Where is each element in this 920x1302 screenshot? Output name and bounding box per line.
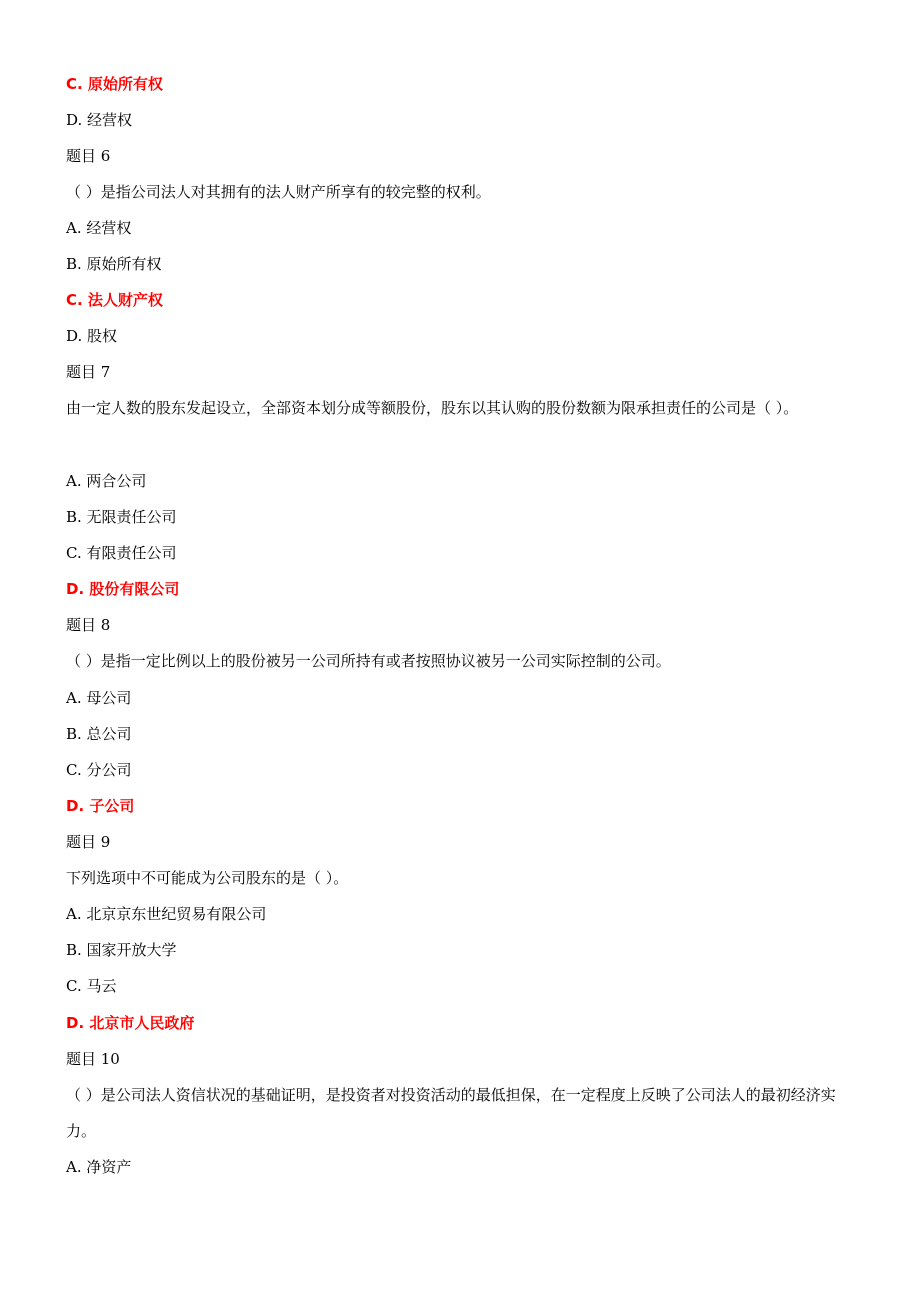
question-stem: （ ）是公司法人资信状况的基础证明，是投资者对投资活动的最低担保，在一定程度上反映了公司法人的最初经济实力。 [66, 1086, 836, 1140]
option-c-answer: C. 原始所有权 [66, 75, 163, 93]
question-stem: （ ）是指一定比例以上的股份被另一公司所持有或者按照协议被另一公司实际控制的公司。 [66, 652, 671, 670]
option-b: B. 国家开放大学 [66, 941, 177, 959]
option-c-answer: C. 法人财产权 [66, 291, 163, 309]
option-c: C. 马云 [66, 977, 117, 995]
option-c: C. 有限责任公司 [66, 544, 177, 562]
option-b: B. 无限责任公司 [66, 508, 177, 526]
option-a: A. 母公司 [66, 689, 132, 707]
option-b: B. 原始所有权 [66, 255, 162, 273]
option-d: D. 股权 [66, 327, 118, 345]
option-a: A. 两合公司 [66, 472, 147, 490]
question-title: 题目 10 [66, 1050, 120, 1068]
option-a: A. 净资产 [66, 1158, 132, 1176]
option-d-answer: D. 股份有限公司 [66, 580, 180, 598]
option-d-answer: D. 北京市人民政府 [66, 1014, 195, 1032]
option-d-answer: D. 子公司 [66, 797, 135, 815]
question-title: 题目 7 [66, 363, 111, 381]
option-d: D. 经营权 [66, 111, 133, 129]
question-stem: （ ）是指公司法人对其拥有的法人财产所享有的较完整的权利。 [66, 183, 491, 201]
question-title: 题目 6 [66, 147, 111, 165]
question-title: 题目 8 [66, 616, 111, 634]
option-c: C. 分公司 [66, 761, 132, 779]
question-stem: 下列选项中不可能成为公司股东的是（ ）。 [66, 869, 349, 887]
question-stem: 由一定人数的股东发起设立，全部资本划分成等额股份，股东以其认购的股份数额为限承担责任的公司是（ ）。 [66, 399, 799, 417]
option-b: B. 总公司 [66, 725, 132, 743]
option-a: A. 北京京东世纪贸易有限公司 [66, 905, 267, 923]
question-title: 题目 9 [66, 833, 111, 851]
option-a: A. 经营权 [66, 219, 132, 237]
